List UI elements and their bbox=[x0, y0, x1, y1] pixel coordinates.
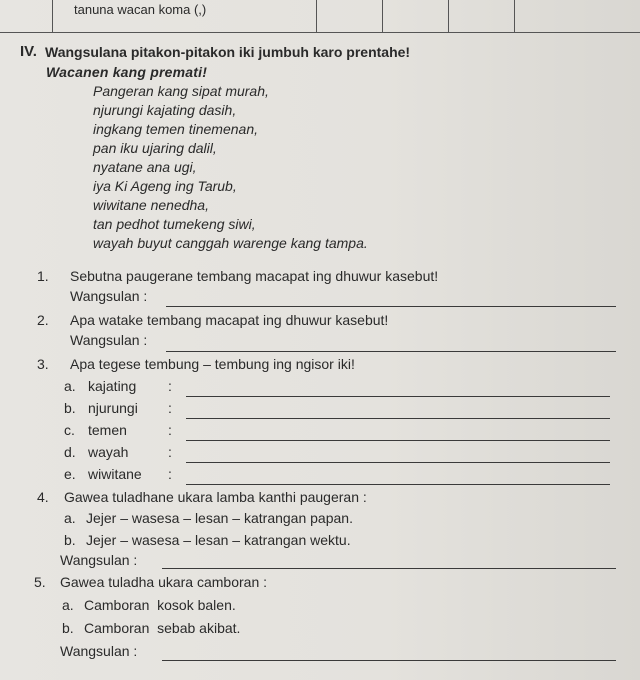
answer-line[interactable] bbox=[186, 484, 610, 485]
question-number: 3. bbox=[37, 356, 49, 372]
section-instruction: Wacanen kang premati! bbox=[46, 64, 208, 80]
answer-line[interactable] bbox=[162, 568, 616, 569]
poem-block bbox=[93, 82, 368, 253]
question-text: Apa watake tembang macapat ing dhuwur kasebut! bbox=[70, 312, 389, 328]
answer-line[interactable] bbox=[162, 660, 616, 661]
answer-line[interactable] bbox=[186, 440, 610, 441]
item-letter: a. bbox=[62, 597, 74, 613]
poem-line: tan pedhot tumekeng siwi, bbox=[93, 216, 256, 232]
item-letter: e. bbox=[64, 466, 76, 482]
question-number: 4. bbox=[37, 489, 49, 505]
answer-line[interactable] bbox=[186, 418, 610, 419]
top-table bbox=[0, 0, 640, 34]
item-letter: c. bbox=[64, 422, 75, 438]
item-colon: : bbox=[168, 422, 172, 438]
item-letter: b. bbox=[64, 532, 76, 548]
item-letter: a. bbox=[64, 378, 76, 394]
poem-line: njurungi kajating dasih, bbox=[93, 102, 237, 118]
item-letter: b. bbox=[62, 620, 74, 636]
answer-line[interactable] bbox=[166, 306, 616, 307]
item-letter: a. bbox=[64, 510, 76, 526]
poem-line: Pangeran kang sipat murah, bbox=[93, 83, 269, 99]
item-colon: : bbox=[168, 400, 172, 416]
item-word: kajating bbox=[88, 378, 137, 394]
item-colon: : bbox=[168, 466, 172, 482]
poem-line: iya Ki Ageng ing Tarub, bbox=[93, 178, 237, 194]
answer-label: Wangsulan : bbox=[70, 332, 148, 348]
table-border bbox=[514, 0, 515, 33]
table-border bbox=[316, 0, 317, 33]
item-word: temen bbox=[88, 422, 127, 438]
question-number: 5. bbox=[34, 574, 46, 590]
table-cell-text: tanuna wacan koma (,) bbox=[74, 2, 207, 17]
question-number: 2. bbox=[37, 312, 49, 328]
item-word: wiwitane bbox=[88, 466, 142, 482]
section-title: Wangsulana pitakon-pitakon iki jumbuh karo prentahe! bbox=[45, 44, 411, 60]
question-text: Gawea tuladha ukara camboran : bbox=[60, 574, 268, 590]
poem-line: wiwitane nenedha, bbox=[93, 197, 209, 213]
poem-line: pan iku ujaring dalil, bbox=[93, 140, 217, 156]
table-border bbox=[0, 32, 640, 33]
item-text: Camboran sebab akibat. bbox=[84, 620, 241, 636]
question-text: Sebutna paugerane tembang macapat ing dhuwur kasebut! bbox=[70, 268, 439, 284]
poem-line: nyatane ana ugi, bbox=[93, 159, 197, 175]
poem-line: ingkang temen tinemenan, bbox=[93, 121, 258, 137]
answer-line[interactable] bbox=[186, 462, 610, 463]
answer-line[interactable] bbox=[186, 396, 610, 397]
answer-label: Wangsulan : bbox=[60, 552, 138, 568]
section-number: IV. bbox=[20, 43, 37, 60]
item-text: Jejer – wasesa – lesan – katrangan wektu. bbox=[86, 532, 351, 548]
item-text: Camboran kosok balen. bbox=[84, 597, 236, 613]
poem-line: wayah buyut canggah warenge kang tampa. bbox=[93, 235, 368, 251]
question-text: Apa tegese tembung – tembung ing ngisor iki! bbox=[70, 356, 355, 372]
question-number: 1. bbox=[37, 268, 49, 284]
answer-label: Wangsulan : bbox=[60, 643, 138, 659]
item-colon: : bbox=[168, 444, 172, 460]
item-text: Jejer – wasesa – lesan – katrangan papan. bbox=[86, 510, 353, 526]
table-border bbox=[448, 0, 449, 33]
table-border bbox=[52, 0, 53, 33]
item-letter: b. bbox=[64, 400, 76, 416]
item-word: njurungi bbox=[88, 400, 138, 416]
answer-label: Wangsulan : bbox=[70, 288, 148, 304]
question-text: Gawea tuladhane ukara lamba kanthi paugeran : bbox=[64, 489, 367, 505]
answer-line[interactable] bbox=[166, 351, 616, 352]
item-letter: d. bbox=[64, 444, 76, 460]
table-border bbox=[382, 0, 383, 33]
item-colon: : bbox=[168, 378, 172, 394]
item-word: wayah bbox=[88, 444, 129, 460]
